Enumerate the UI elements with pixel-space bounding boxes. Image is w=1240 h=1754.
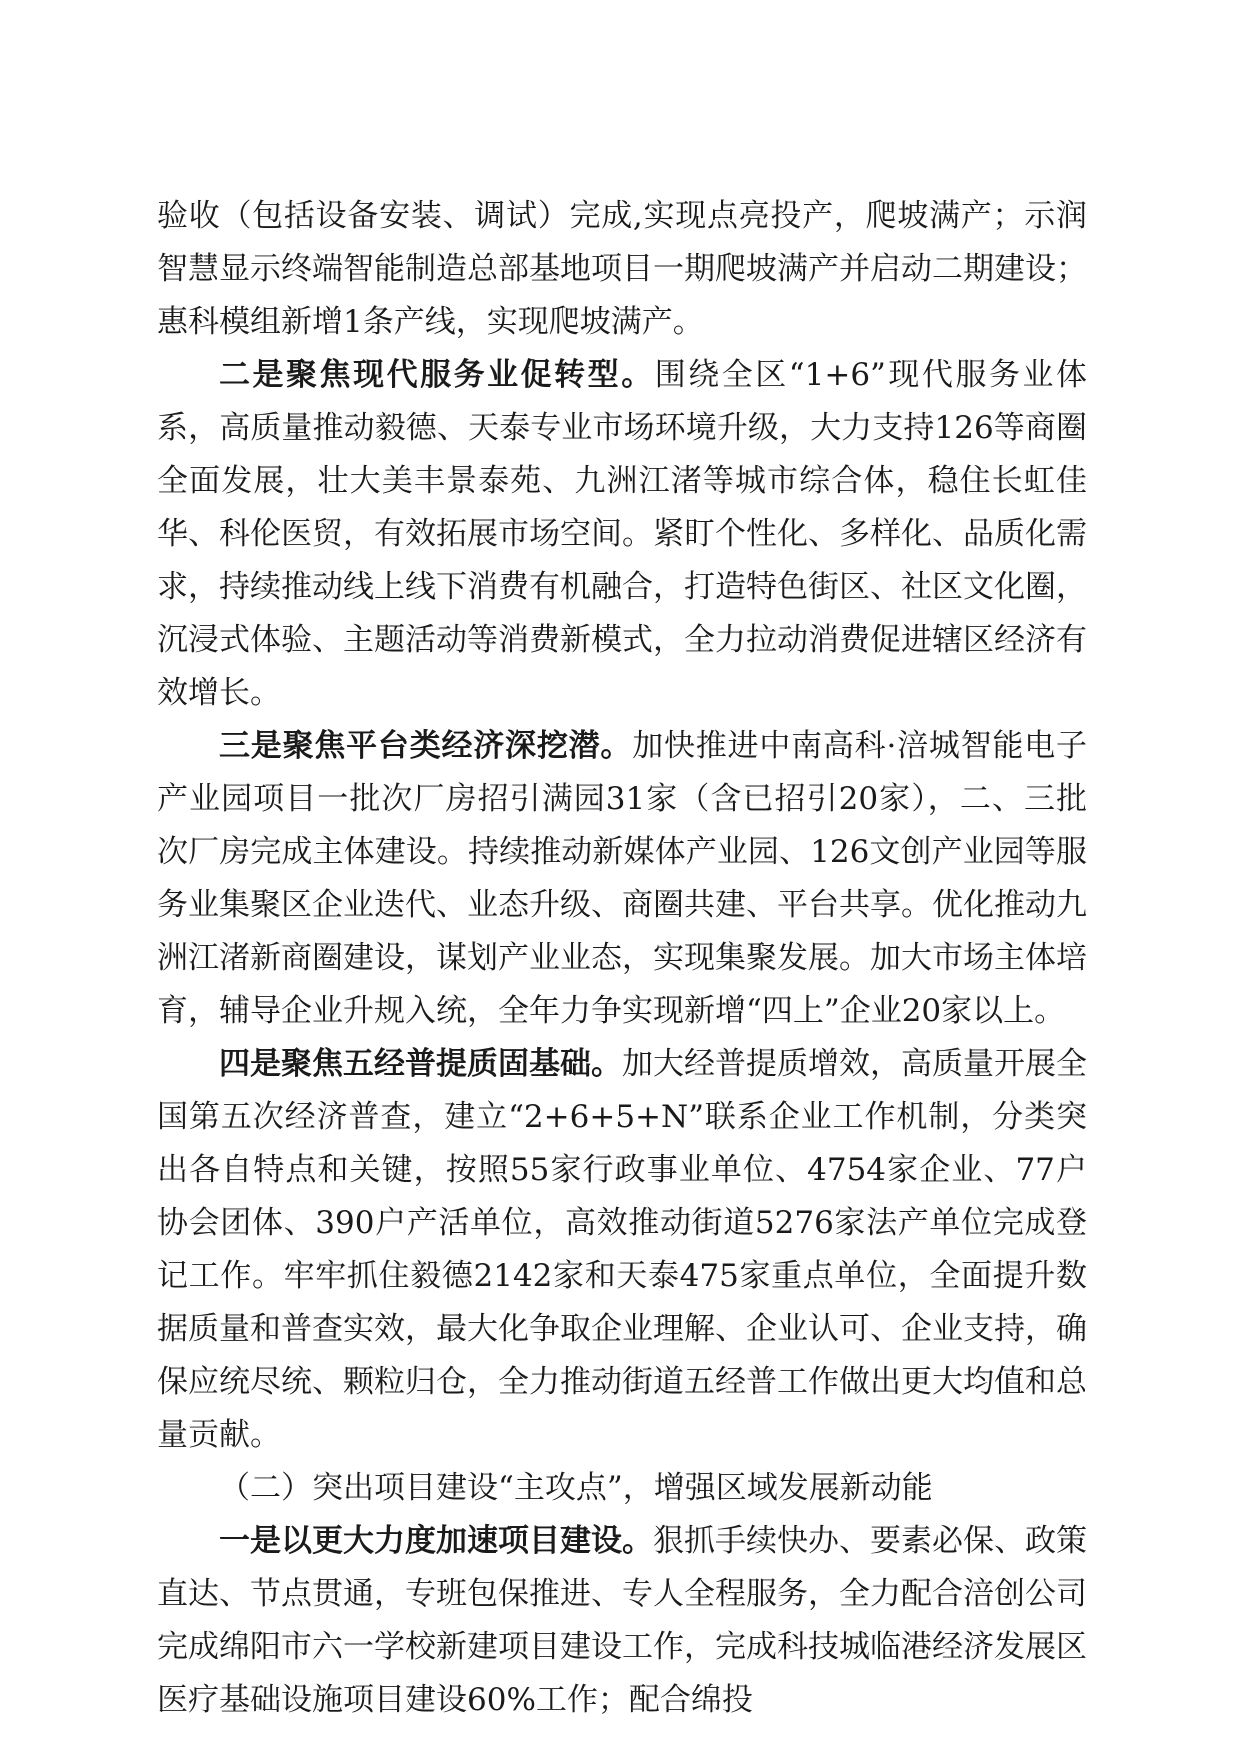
paragraph-text: 狠抓手续快办、要素必保、政策直达、节点贯通，专班包保推进、专人全程服务，全力配合涪创公司完成绵阳市六一学校新建项目建设工作，完成科技城临港经济发展区医疗基础设施项目建设60%工作；配合绵投 [157,1523,1087,1718]
paragraph-text: 加大经普提质增效，高质量开展全国第五次经济普查，建立“2+6+5+N”联系企业工作机制，分类突出各自特点和关键，按照55家行政事业单位、4754家企业、77户协会团体、390户产活单位，高效推动街道5276家法产单位完成登记工作。牢牢抓住毅德2142家和天泰475家重点单位，全面提升数据质量和普查实效，最大化争取企业理解、企业认可、企业支持，确保应统尽统、颗粒归仓，全力推动街道五经普工作做出更大均值和总量贡献。 [157,1046,1087,1453]
paragraph-lead: 四是聚焦五经普提质固基础。 [219,1046,622,1082]
paragraph-platform-economy [157,720,1087,1038]
paragraph-text: 加快推进中南高科·涪城智能电子产业园项目一批次厂房招引满园31家（含已招引20家），二、三批次厂房完成主体建设。持续推动新媒体产业园、126文创产业园等服务业集聚区企业迭代、业态升级、商圈共建、平台共享。优化推动九洲江渚新商圈建设，谋划产业业态，实现集聚发展。加大市场主体培育，辅导企业升规入统，全年力争实现新增“四上”企业20家以上。 [157,728,1088,1029]
document-body [157,190,1087,1727]
section-heading [157,1462,1087,1515]
paragraph-lead: 二是聚焦现代服务业促转型。 [219,357,655,393]
paragraph-text: 围绕全区“1+6”现代服务业体系，高质量推动毅德、天泰专业市场环境升级，大力支持126等商圈全面发展，壮大美丰景泰苑、九洲江渚等城市综合体，稳住长虹佳华、科伦医贸，有效拓展市场空间。紧盯个性化、多样化、品质化需求，持续推动线上线下消费有机融合，打造特色街区、社区文化圈，沉浸式体验、主题活动等消费新模式，全力拉动消费促进辖区经济有效增长。 [157,357,1087,711]
paragraph-lead: 一是以更大力度加速项目建设。 [219,1523,653,1559]
paragraph-continuation [157,190,1087,349]
section-heading-text: （二）突出项目建设“主攻点”，增强区域发展新动能 [219,1470,933,1506]
paragraph-text: 验收（包括设备安装、调试）完成,实现点亮投产，爬坡满产；示润智慧显示终端智能制造总部基地项目一期爬坡满产并启动二期建设；惠科模组新增1条产线，实现爬坡满产。 [157,198,1087,340]
paragraph-economic-census [157,1038,1087,1462]
paragraph-modern-services [157,349,1087,720]
paragraph-project-construction [157,1515,1087,1727]
paragraph-lead: 三是聚焦平台类经济深挖潜。 [219,728,633,764]
